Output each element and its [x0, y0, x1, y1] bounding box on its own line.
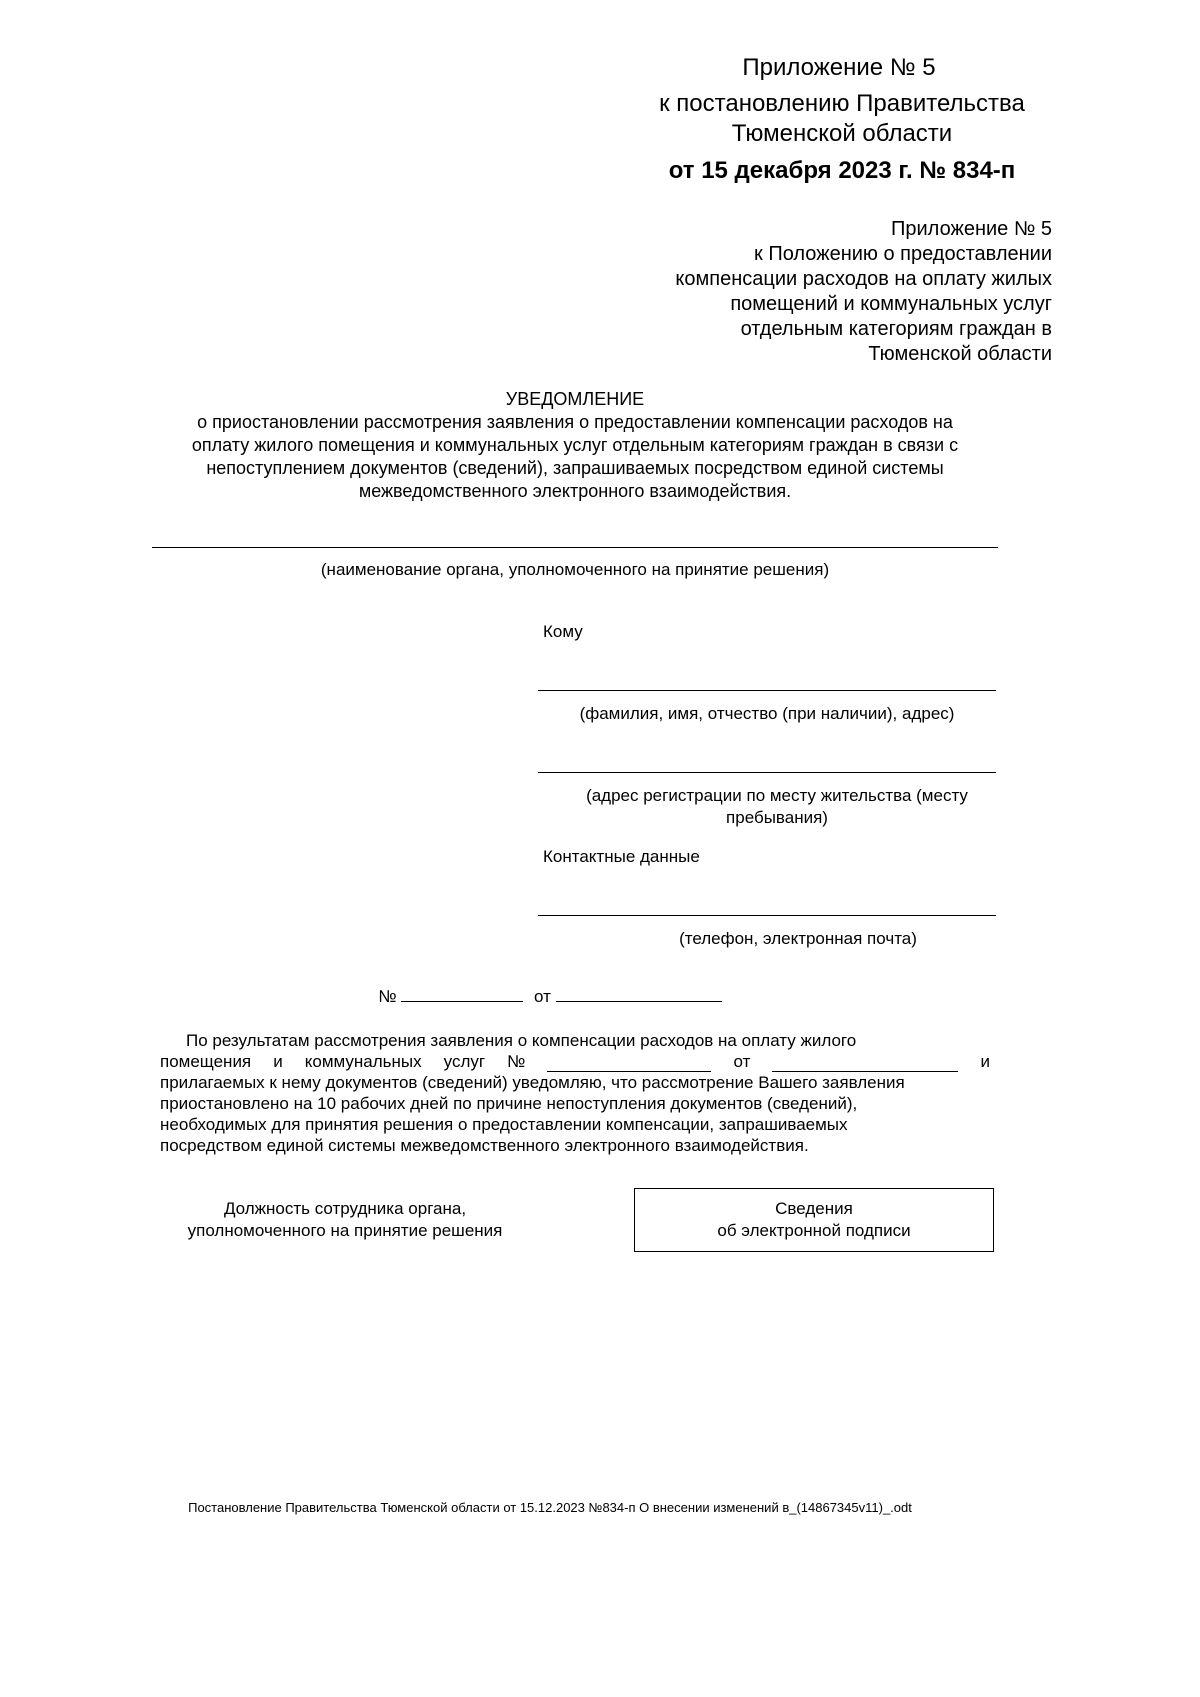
address-caption-line1: (адрес регистрации по месту жительства (месту	[586, 786, 968, 805]
notice-subtitle-line: оплату жилого помещения и коммунальных услуг отдельным категориям граждан в связи с	[191, 435, 959, 455]
authority-name-field[interactable]	[152, 547, 998, 548]
decree-reference-line2: Тюменской области	[731, 120, 953, 147]
body-line: прилагаемых к нему документов (сведений) уведомляю, что рассмотрение Вашего заявления	[160, 1073, 905, 1092]
contacts-caption: (телефон, электронная почта)	[679, 929, 917, 948]
decree-appendix-header	[600, 52, 1084, 186]
officer-position-line1: Должность сотрудника органа,	[223, 1199, 467, 1218]
body-line: необходимых для принятия решения о предоставлении компенсации, запрашиваемых	[160, 1115, 848, 1134]
body-word: услуг	[443, 1052, 486, 1071]
notice-subtitle-line: непоступлением документов (сведений), запрашиваемых посредством единой системы	[206, 458, 944, 478]
notice-number-date-row	[0, 987, 1100, 1007]
document-footer: Постановление Правительства Тюменской области от 15.12.2023 №834-п О внесении изменений в_(14867345v11)_.odt	[188, 1500, 912, 1515]
notice-subtitle-line: о приостановлении рассмотрения заявления о предоставлении компенсации расходов на	[197, 412, 953, 432]
body-line	[160, 1030, 990, 1051]
registration-address-caption	[538, 785, 1016, 829]
body-text-part1: По результатам рассмотрения заявления о компенсации расходов на оплату жилого	[186, 1031, 857, 1050]
regulation-header-line: Приложение № 5	[891, 218, 1052, 240]
body-line: приостановлено на 10 рабочих дней по причине непоступления документов (сведений),	[160, 1094, 858, 1113]
recipient-label: Кому	[543, 622, 583, 641]
number-label: №	[378, 987, 397, 1006]
body-word: №	[507, 1052, 526, 1071]
regulation-header-line: Тюменской области	[868, 343, 1052, 365]
body-word: коммунальных	[304, 1052, 422, 1071]
decree-reference-line1: к постановлению Правительства	[659, 90, 1025, 117]
notice-number-field[interactable]	[401, 987, 523, 1002]
regulation-header-line: компенсации расходов на оплату жилых	[675, 268, 1052, 290]
body-word: помещения	[160, 1052, 252, 1071]
address-caption-line2: пребывания)	[726, 808, 828, 827]
from-label: от	[534, 987, 551, 1006]
application-date-field[interactable]	[772, 1057, 958, 1072]
body-word: и	[980, 1052, 990, 1071]
regulation-appendix-header	[632, 217, 1052, 367]
electronic-signature-box	[634, 1188, 994, 1252]
notice-title-block	[100, 388, 1050, 503]
contacts-field[interactable]	[538, 915, 996, 916]
recipient-name-caption: (фамилия, имя, отчество (при наличии), адрес)	[579, 704, 955, 723]
regulation-header-line: к Положению о предоставлении	[754, 243, 1052, 265]
body-word: от	[733, 1052, 751, 1071]
officer-position-block	[160, 1198, 530, 1242]
notice-heading: УВЕДОМЛЕНИЕ	[505, 389, 645, 409]
body-word: и	[273, 1052, 283, 1071]
esign-line2: об электронной подписи	[717, 1221, 911, 1240]
regulation-header-line: помещений и коммунальных услуг	[730, 293, 1052, 315]
body-line: посредством единой системы межведомственного электронного взаимодействия.	[160, 1136, 809, 1155]
contacts-label: Контактные данные	[543, 847, 700, 866]
notice-date-field[interactable]	[556, 987, 722, 1002]
regulation-header-line: отдельным категориям граждан в	[740, 318, 1052, 340]
notice-subtitle-line: межведомственного электронного взаимодействия.	[358, 481, 792, 501]
notice-body	[160, 1030, 990, 1156]
body-line-with-fields	[160, 1051, 990, 1072]
registration-address-field[interactable]	[538, 772, 996, 773]
application-number-field[interactable]	[547, 1057, 711, 1072]
authority-caption: (наименование органа, уполномоченного на принятие решения)	[320, 560, 830, 579]
decree-appendix-number: Приложение № 5	[742, 54, 936, 81]
officer-position-line2: уполномоченного на принятие решения	[187, 1221, 503, 1240]
esign-line1: Сведения	[775, 1199, 853, 1218]
decree-date-number: от 15 декабря 2023 г. № 834-п	[668, 157, 1016, 184]
recipient-name-field[interactable]	[538, 690, 996, 691]
